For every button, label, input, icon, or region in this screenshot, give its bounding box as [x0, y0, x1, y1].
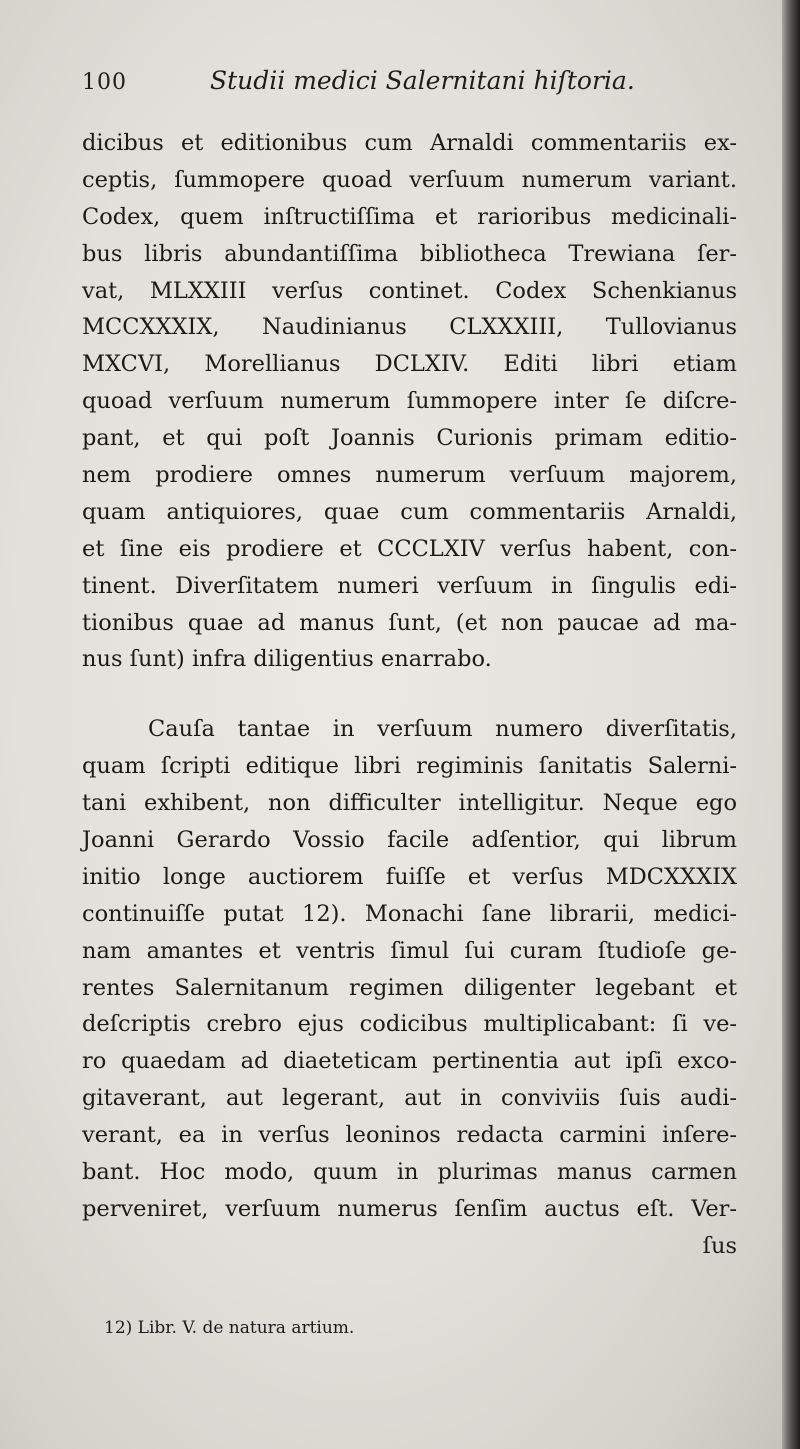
- text-line: gitaverant, aut legerant, aut in conviviis ſuis audi-: [82, 1085, 737, 1112]
- text-line: tionibus quae ad manus ſunt, (et non paucae ad ma-: [82, 609, 737, 636]
- text-line: tinent. Diverſitatem numeri verſuum in ſingulis edi-: [82, 572, 737, 599]
- text-line: MXCVI, Morellianus DCLXIV. Editi libri etiam: [82, 351, 737, 378]
- text-line: ro quaedam ad diaeteticam pertinentia aut ipſi exco-: [82, 1048, 737, 1075]
- text-line: MCCXXXIX, Naudinianus CLXXXIII, Tullovianus: [82, 314, 737, 341]
- text-line: Joanni Gerardo Vossio facile adſentior, qui librum: [82, 827, 737, 854]
- body-text: [82, 125, 737, 1265]
- text-line: et ſine eis prodiere et CCCLXIV verſus habent, con-: [82, 535, 737, 562]
- text-line: tani exhibent, non difficulter intelligitur. Neque ego: [82, 790, 737, 817]
- text-line: deſcriptis crebro ejus codicibus multiplicabant: ſi ve-: [82, 1011, 737, 1038]
- text-line: Cauſa tantae in verſuum numero diverſitatis,: [148, 716, 737, 743]
- text-line: continuiſſe putat 12). Monachi ſane librarii, medici-: [82, 900, 737, 927]
- text-line: rentes Salernitanum regimen diligenter legebant et: [82, 974, 737, 1001]
- text-line: bus libris abundantiſſima bibliotheca Trewiana ſer-: [82, 240, 737, 267]
- text-line: ceptis, ſummopere quoad verſuum numerum variant.: [82, 166, 737, 193]
- text-line: verant, ea in verſus leoninos redacta carmini inſere-: [82, 1122, 737, 1149]
- running-title: Studii medici Salernitani hiſtoria.: [210, 66, 635, 95]
- text-line: quoad verſuum numerum ſummopere inter ſe diſcre-: [82, 388, 737, 415]
- text-line: initio longe auctiorem fuiſſe et verſus MDCXXXIX: [82, 863, 737, 890]
- catchword: ſus: [702, 1232, 737, 1259]
- text-line: nem prodiere omnes numerum verſuum majorem,: [82, 462, 737, 489]
- text-line: quam ſcripti editique libri regiminis ſanitatis Salerni-: [82, 753, 737, 780]
- page-number: 100: [82, 70, 127, 95]
- text-line: vat, MLXXIII verſus continet. Codex Schenkianus: [82, 277, 737, 304]
- text-line: perveniret, verſuum numerus ſenſim auctus eſt. Ver-: [82, 1195, 737, 1222]
- text-line: dicibus et editionibus cum Arnaldi commentariis ex-: [82, 130, 737, 156]
- text-line: Codex, quem inſtructiſſima et rarioribus medicinali-: [82, 203, 737, 230]
- text-line: pant, et qui poſt Joannis Curionis primam editio-: [82, 425, 737, 452]
- page-header: [82, 64, 742, 104]
- book-gutter-shadow: [782, 0, 800, 1449]
- text-line: bant. Hoc modo, quum in plurimas manus carmen: [82, 1159, 737, 1186]
- footnote: 12) Libr. V. de natura artium.: [104, 1318, 355, 1338]
- paragraph-gap: [82, 678, 737, 711]
- text-line: nus ſunt) infra diligentius enarrabo.: [82, 646, 492, 673]
- text-line: quam antiquiores, quae cum commentariis Arnaldi,: [82, 498, 737, 525]
- text-line: nam amantes et ventris ſimul ſui curam ſtudioſe ge-: [82, 937, 737, 964]
